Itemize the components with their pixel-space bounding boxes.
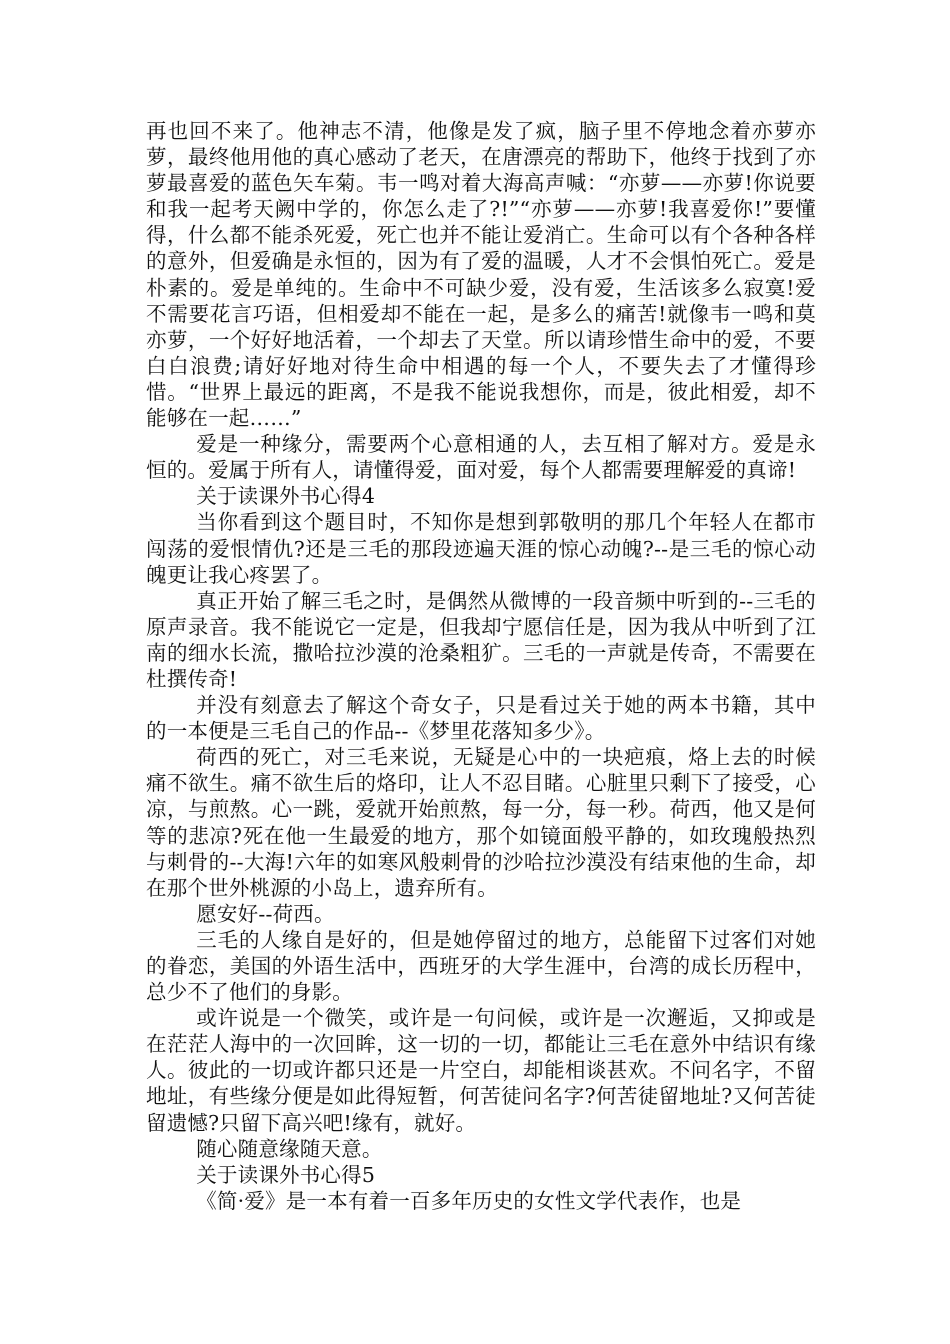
paragraph-1: 再也回不来了。他神志不清，他像是发了疯，脑子里不停地念着亦萝亦萝，最终他用他的真心感动了老天，在唐漂亮的帮助下，他终于找到了亦萝最喜爱的蓝色矢车菊。韦一鸣对着大海高声喊：“亦萝——亦萝!你说要和我一起考天阙中学的，你怎么走了?!”“亦萝——亦萝!我喜爱你!”要懂得，什么都不能杀死爱，死亡也并不能让爱消亡。生命可以有个各种各样的意外，但爱确是永恒的，因为有了爱的温暖，人才不会惧怕死亡。爱是朴素的。爱是单纯的。生命中不可缺少爱，没有爱，生活该多么寂寞!爱不需要花言巧语，但相爱却不能在一起，是多么的痛苦!就像韦一鸣和莫亦萝，一个好好地活着，一个却去了天堂。所以请珍惜生命中的爱，不要白白浪费;请好好地对待生命中相遇的每一个人，不要失去了才懂得珍惜。“世界上最远的距离，不是我不能说我想你，而是，彼此相爱，却不能够在一起……”	[146, 119, 816, 431]
document-body	[146, 118, 816, 1214]
paragraph-9: 或许说是一个微笑，或许是一句问候，或许是一次邂逅，又抑或是在茫茫人海中的一次回眸，这一切的一切，都能让三毛在意外中结识有缘人。彼此的一切或许都只还是一片空白，却能相谈甚欢。不问名字，不留地址，有些缘分便是如此得短暂，何苦徒问名字?何苦徒留地址?又何苦徒留遗憾?只留下高兴吧!缘有，就好。	[146, 1006, 816, 1135]
paragraph-3: 当你看到这个题目时，不知你是想到郭敬明的那几个年轻人在都市闯荡的爱恨情仇?还是三毛的那段迹遍天涯的惊心动魄?--是三毛的惊心动魄更让我心疼罢了。	[146, 510, 816, 587]
paragraph-8: 三毛的人缘自是好的，但是她停留过的地方，总能留下过客们对她的眷恋，美国的外语生活中，西班牙的大学生涯中，台湾的成长历程中，总少不了他们的身影。	[146, 927, 816, 1005]
paragraph-5: 并没有刻意去了解这个奇女子，只是看过关于她的两本书籍，其中的一本便是三毛自己的作品--《梦里花落知多少》。	[146, 693, 816, 744]
paragraph-10: 随心随意缘随天意。	[196, 1136, 383, 1161]
paragraph-4: 真正开始了解三毛之时，是偶然从微博的一段音频中听到的--三毛的原声录音。我不能说它一定是，但我却宁愿信任是，因为我从中听到了江南的细水长流，撒哈拉沙漠的沧桑粗犷。三毛的一声就是传奇，不需要在杜撰传奇!	[146, 588, 816, 691]
section-heading-4: 关于读课外书心得4	[196, 484, 376, 509]
paragraph-11: 《简·爱》是一本有着一百多年历史的女性文学代表作，也是	[196, 1188, 742, 1213]
section-heading-5: 关于读课外书心得5	[196, 1162, 376, 1187]
paragraph-6: 荷西的死亡，对三毛来说，无疑是心中的一块疤痕，烙上去的时候痛不欲生。痛不欲生后的烙印，让人不忍目睹。心脏里只剩下了接受，心凉，与煎熬。心一跳，爱就开始煎熬，每一分，每一秒。荷西，他又是何等的悲凉?死在他一生最爱的地方，那个如镜面般平静的，如玫瑰般热烈与刺骨的--大海!六年的如寒风般刺骨的沙哈拉沙漠没有结束他的生命，却在那个世外桃源的小岛上，遗弃所有。	[146, 745, 816, 900]
paragraph-2: 爱是一种缘分，需要两个心意相通的人，去互相了解对方。爱是永恒的。爱属于所有人，请懂得爱，面对爱，每个人都需要理解爱的真谛!	[146, 432, 816, 483]
paragraph-7: 愿安好--荷西。	[196, 901, 335, 926]
